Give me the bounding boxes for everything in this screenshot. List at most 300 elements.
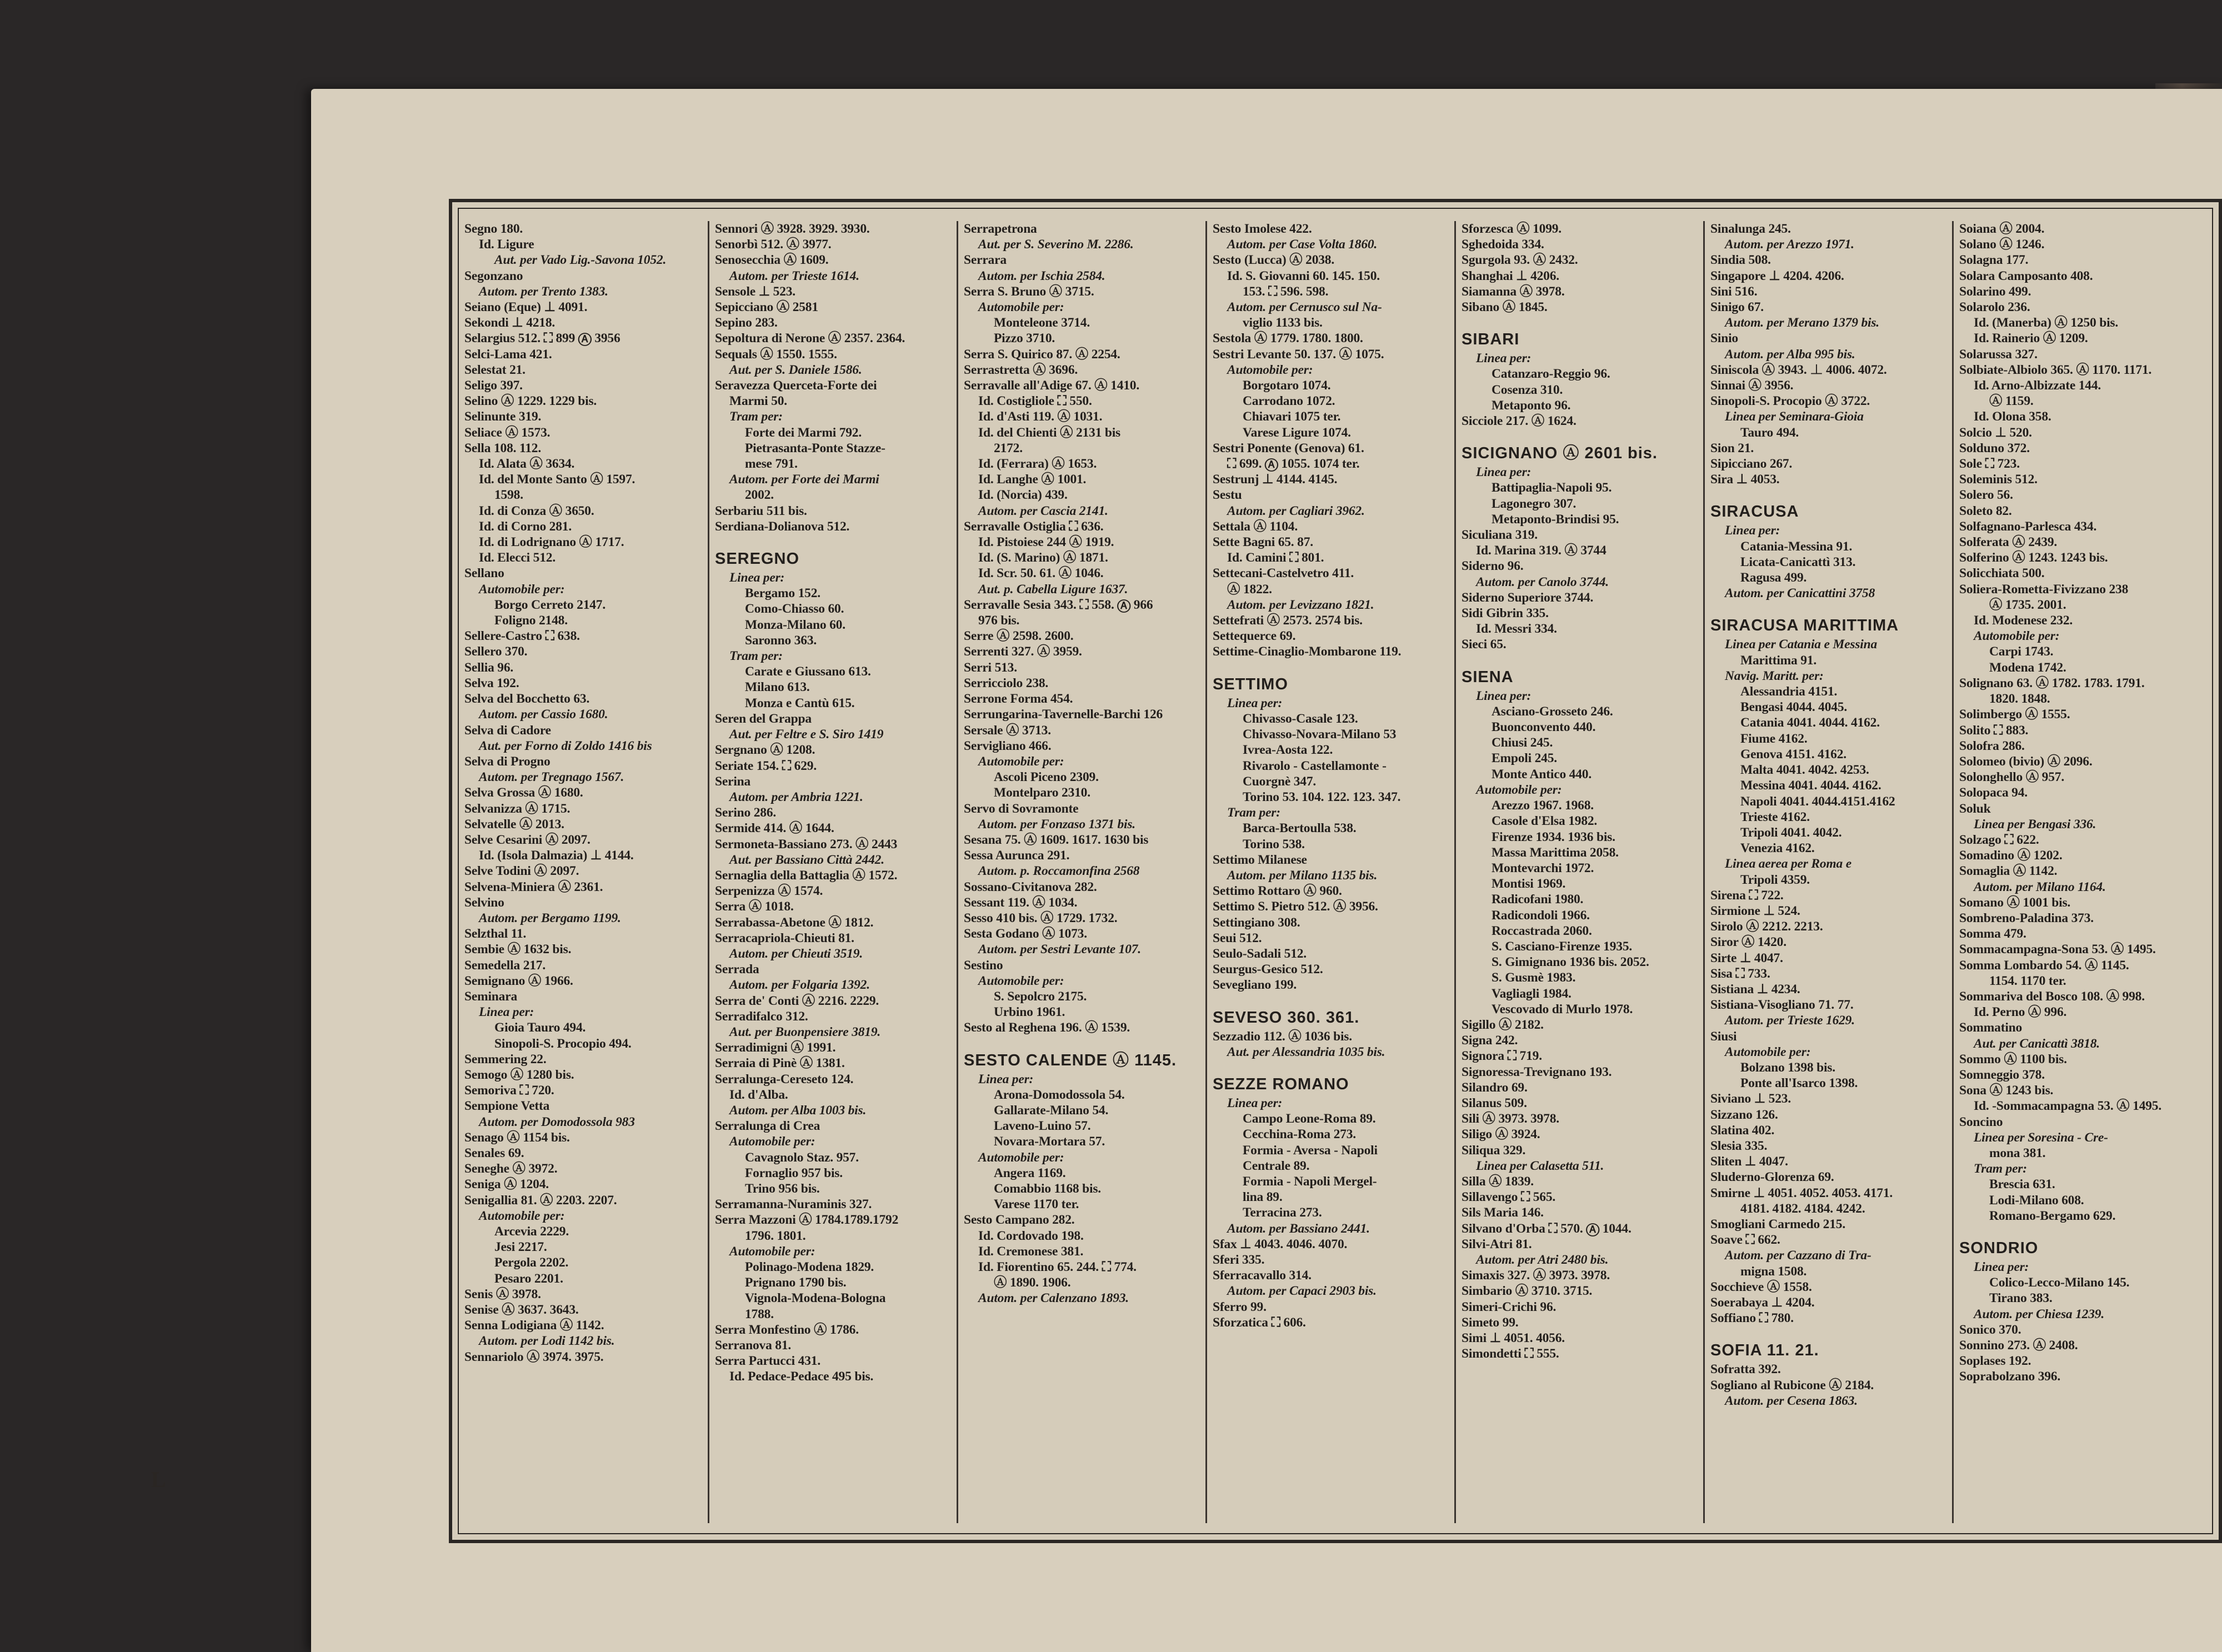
index-entry: Aut. per Forno di Zoldo 1416 bis	[479, 738, 652, 753]
index-entry: Serrungarina-Tavernelle-Barchi 126	[964, 707, 1163, 722]
index-entry: Serra Ⓐ 1018.	[715, 899, 794, 914]
index-entry: Soleminis 512.	[1959, 472, 2038, 487]
index-entry: Autom. per Trento 1383.	[479, 284, 608, 299]
index-entry: Serraia di Pinè Ⓐ 1381.	[715, 1056, 845, 1071]
index-entry: mese 791.	[745, 457, 798, 472]
index-entry: Selvatelle Ⓐ 2013.	[464, 817, 564, 832]
index-entry: Simeri-Crichi 96.	[1462, 1299, 1557, 1314]
index-entry: Sinnai Ⓐ 3956.	[1710, 378, 1794, 393]
index-entry: Singapore ⊥ 4204. 4206.	[1710, 268, 1844, 283]
index-entry: Modena 1742.	[1989, 660, 2066, 675]
index-entry: Barca-Bertoulla 538.	[1243, 821, 1357, 836]
index-entry: Tripoli 4041. 4042.	[1740, 825, 1842, 840]
index-entry: Somma 479.	[1959, 927, 2026, 942]
index-entry: Sindia 508.	[1710, 253, 1771, 268]
index-entry: Serra S. Bruno Ⓐ 3715.	[964, 284, 1094, 299]
index-entry: Autom. per Cagliari 3962.	[1227, 503, 1365, 518]
index-entry: Segno 180.	[464, 222, 523, 236]
index-entry: Solbiate-Albiolo 365. Ⓐ 1170. 1171.	[1959, 362, 2152, 377]
index-entry: Pietrasanta-Ponte Stazze-	[745, 440, 885, 455]
index-entry: Novara-Mortara 57.	[994, 1134, 1105, 1149]
index-entry: Id. Cordovado 198.	[978, 1228, 1084, 1243]
index-entry: Selvino	[464, 895, 504, 910]
index-entry: Autom. per Cernusco sul Na-	[1227, 300, 1382, 315]
index-entry: Selve Todini Ⓐ 2097.	[464, 864, 579, 879]
index-entry: Selve Cesarini Ⓐ 2097.	[464, 832, 590, 847]
index-entry: Linea per:	[1725, 523, 1780, 538]
index-entry: Shanghai ⊥ 4206.	[1462, 268, 1559, 283]
index-entry: Fiume 4162.	[1740, 731, 1808, 746]
index-entry: Silanus 509.	[1462, 1095, 1527, 1110]
index-entry: Ascoli Piceno 2309.	[994, 770, 1099, 785]
index-entry: Id. S. Giovanni 60. 145. 150.	[1227, 268, 1380, 283]
index-entry: Casole d'Elsa 1982.	[1492, 814, 1598, 829]
index-entry: Sisa ⛶ 733.	[1710, 966, 1770, 981]
index-entry: Autom. per Cascia 2141.	[978, 503, 1108, 518]
index-entry: 2002.	[745, 488, 774, 503]
index-entry: Sils Maria 146.	[1462, 1205, 1544, 1220]
index-entry: Id. Marina 319. Ⓐ 3744	[1476, 543, 1607, 558]
index-entry: Automobile per:	[978, 1150, 1064, 1165]
index-column-1	[459, 221, 708, 1523]
index-entry: Id. -Sommacampagna 53. Ⓐ 1495.	[1974, 1099, 2162, 1114]
index-entry: Id. Arno-Albizzate 144.	[1974, 378, 2101, 393]
index-entry: Sinigo 67.	[1710, 300, 1764, 315]
index-entry: Navig. Maritt. per:	[1725, 668, 1824, 683]
index-entry: Sidi Gibrin 335.	[1462, 606, 1549, 621]
index-entry: Firenze 1934. 1936 bis.	[1492, 829, 1615, 844]
index-entry: Somaglia Ⓐ 1142.	[1959, 864, 2058, 879]
index-entry: Serradifalco 312.	[715, 1009, 808, 1024]
index-entry: Id. (Isola Dalmazia) ⊥ 4144.	[479, 848, 634, 863]
index-entry: Selva del Bocchetto 63.	[464, 692, 590, 707]
index-entry: Sferracavallo 314.	[1213, 1268, 1312, 1283]
index-entry: Semedella 217.	[464, 958, 546, 973]
index-entry: Sion 21.	[1710, 440, 1754, 455]
index-entry: Automobile per:	[479, 1208, 565, 1223]
index-entry: Chivasso-Novara-Milano 53	[1243, 727, 1397, 742]
index-entry: Autom. per Case Volta 1860.	[1227, 237, 1378, 252]
index-entry: Senigallia 81. Ⓐ 2203. 2207.	[464, 1193, 617, 1208]
index-entry: Solcio ⊥ 520.	[1959, 425, 2032, 440]
index-entry: Autom. per Arezzo 1971.	[1725, 237, 1854, 252]
index-entry: Slatina 402.	[1710, 1123, 1775, 1138]
index-entry: Serradimigni Ⓐ 1991.	[715, 1040, 836, 1055]
index-entry: Siliqua 329.	[1462, 1143, 1526, 1158]
index-entry: Siniscola Ⓐ 3943. ⊥ 4006. 4072.	[1710, 362, 1887, 377]
index-entry: Sferro 99.	[1213, 1299, 1267, 1314]
index-entry: Cuorgnè 347.	[1243, 774, 1317, 789]
index-entry: Selino Ⓐ 1229. 1229 bis.	[464, 394, 597, 409]
index-entry: Sluderno-Glorenza 69.	[1710, 1170, 1834, 1185]
index-entry: Selvena-Miniera Ⓐ 2361.	[464, 879, 603, 894]
index-section-heading: SONDRIO	[1959, 1239, 2039, 1257]
index-entry: Tram per:	[1974, 1162, 2027, 1177]
index-entry: Soleto 82.	[1959, 503, 2012, 518]
index-entry: Siamanna Ⓐ 3978.	[1462, 284, 1565, 299]
index-entry: Sini 516.	[1710, 284, 1758, 299]
index-entry: Solopaca 94.	[1959, 785, 2028, 800]
index-entry: Aut. per Bassiano Città 2442.	[729, 852, 884, 867]
index-entry: Campo Leone-Roma 89.	[1243, 1112, 1376, 1127]
index-entry: Sgurgola 93. Ⓐ 2432.	[1462, 253, 1578, 268]
index-section-heading: SIRACUSA MARITTIMA	[1710, 617, 1899, 635]
index-entry: Id. Pistoiese 244 Ⓐ 1919.	[978, 535, 1114, 550]
index-entry: Tram per:	[1227, 805, 1280, 820]
index-entry: Serricciolo 238.	[964, 675, 1049, 690]
index-entry: Serpenizza Ⓐ 1574.	[715, 884, 823, 899]
index-entry: Sesto al Reghena 196. Ⓐ 1539.	[964, 1020, 1130, 1035]
index-entry: Chivasso-Casale 123.	[1243, 711, 1358, 726]
index-entry: Solomeo (bivio) Ⓐ 2096.	[1959, 754, 2093, 769]
index-entry: Marmi 50.	[729, 394, 787, 409]
index-entry: Monza-Milano 60.	[745, 617, 845, 632]
index-entry: Solonghello Ⓐ 957.	[1959, 770, 2065, 785]
index-entry: Id. (Manerba) Ⓐ 1250 bis.	[1974, 316, 2119, 331]
index-entry: Sirolo Ⓐ 2212. 2213.	[1710, 919, 1823, 934]
index-entry: S. Sepolcro 2175.	[994, 989, 1087, 1004]
index-entry: Senago Ⓐ 1154 bis.	[464, 1130, 570, 1145]
index-entry: Sellano	[464, 566, 504, 581]
index-entry: Selargius 512. ⛶ 899 Ⓐ 3956	[464, 331, 620, 346]
index-entry: Borgo Cerreto 2147.	[494, 597, 606, 612]
index-entry: Smirne ⊥ 4051. 4052. 4053. 4171.	[1710, 1185, 1893, 1200]
index-entry: Autom. per Calenzano 1893.	[978, 1291, 1129, 1306]
index-entry: Id. del Monte Santo Ⓐ 1597.	[479, 472, 635, 487]
index-entry: Sesto Imolese 422.	[1213, 222, 1312, 236]
index-entry: Massa Marittima 2058.	[1492, 845, 1619, 860]
index-entry: Semignano Ⓐ 1966.	[464, 973, 573, 988]
index-section-heading: SEVESO 360. 361.	[1213, 1008, 1360, 1027]
index-entry: Terracina 273.	[1243, 1205, 1322, 1220]
index-entry: Settimo S. Pietro 512. Ⓐ 3956.	[1213, 899, 1378, 914]
index-entry: Id. Camini ⛶ 801.	[1227, 550, 1324, 565]
index-entry: Carpi 1743.	[1989, 644, 2054, 659]
index-section-heading: SEREGNO	[715, 550, 800, 568]
index-entry: Serre Ⓐ 2598. 2600.	[964, 629, 1074, 644]
index-entry: Romano-Bergamo 629.	[1989, 1208, 2116, 1223]
index-entry: Automobile per:	[1476, 782, 1562, 797]
index-entry: Serra Partucci 431.	[715, 1354, 821, 1369]
index-entry: Borgotaro 1074.	[1243, 378, 1331, 393]
index-entry: Sersale Ⓐ 3713.	[964, 723, 1051, 738]
index-entry: Servo di Sovramonte	[964, 801, 1079, 816]
index-entry: Arcevia 2229.	[494, 1224, 569, 1239]
index-entry: Aut. per Buonpensiere 3819.	[729, 1024, 881, 1039]
index-section-heading: SICIGNANO Ⓐ 2601 bis.	[1462, 444, 1658, 463]
index-entry: Vignola-Modena-Bologna	[745, 1291, 886, 1306]
index-entry: Id. Olona 358.	[1974, 409, 2051, 424]
index-entry: Sirmione ⊥ 524.	[1710, 903, 1800, 918]
index-entry: Metaponto-Brindisi 95.	[1492, 512, 1619, 527]
index-entry: Roccastrada 2060.	[1492, 923, 1592, 938]
index-entry: Messina 4041. 4044. 4162.	[1740, 778, 1881, 793]
index-entry: Arona-Domodossola 54.	[994, 1087, 1125, 1102]
index-entry: Linea per:	[1227, 1095, 1283, 1110]
index-entry: mona 381.	[1989, 1145, 2046, 1160]
index-entry: Sellia 96.	[464, 660, 514, 675]
index-entry: Siderno Superiore 3744.	[1462, 590, 1594, 605]
index-entry: Sinio	[1710, 331, 1738, 346]
index-entry: Sonnino 273. Ⓐ 2408.	[1959, 1338, 2078, 1353]
index-entry: Solofra 286.	[1959, 738, 2025, 753]
index-entry: Id. Cremonese 381.	[978, 1244, 1084, 1259]
index-entry: Autom. per Forte dei Marmi	[729, 472, 879, 487]
index-entry: Silandro 69.	[1462, 1080, 1528, 1095]
index-entry: Tauro 494.	[1740, 425, 1799, 440]
index-entry: Varese 1170 ter.	[994, 1197, 1079, 1212]
index-entry: Monte Antico 440.	[1492, 767, 1592, 782]
index-entry: Autom. per Chieuti 3519.	[729, 946, 863, 961]
index-entry: Sira ⊥ 4053.	[1710, 472, 1780, 487]
index-entry: Metaponto 96.	[1492, 398, 1571, 413]
index-entry: 4181. 4182. 4184. 4242.	[1740, 1201, 1865, 1216]
index-entry: Sernaglia della Battaglia Ⓐ 1572.	[715, 868, 898, 883]
index-entry: Formia - Napoli Mergel-	[1243, 1174, 1377, 1189]
index-entry: Rivarolo - Castellamonte -	[1243, 758, 1387, 773]
index-entry: Autom. per Fonzaso 1371 bis.	[978, 817, 1135, 832]
index-entry: Sestrunj ⊥ 4144. 4145.	[1213, 472, 1338, 487]
index-entry: Angera 1169.	[994, 1165, 1066, 1180]
index-entry: Sforzesca Ⓐ 1099.	[1462, 222, 1562, 236]
index-entry: Carrodano 1072.	[1243, 394, 1335, 409]
index-entry: Automobile per:	[479, 582, 565, 597]
index-entry: Solarino 499.	[1959, 284, 2031, 299]
index-entry: Automobile per:	[729, 1244, 815, 1259]
index-entry: viglio 1133 bis.	[1243, 316, 1323, 331]
index-entry: Monteleone 3714.	[994, 316, 1090, 331]
index-entry: Autom. p. Roccamonfina 2568	[978, 864, 1140, 879]
index-entry: Sossano-Civitanova 282.	[964, 879, 1097, 894]
index-entry: Id. Costigliole ⛶ 550.	[978, 394, 1092, 409]
index-entry: Laveno-Luino 57.	[994, 1119, 1091, 1134]
index-entry: Settefrati Ⓐ 2573. 2574 bis.	[1213, 613, 1363, 628]
index-entry: Sliten ⊥ 4047.	[1710, 1154, 1788, 1169]
index-entry: Sogliano al Rubicone Ⓐ 2184.	[1710, 1378, 1874, 1393]
index-entry: S. Gusmè 1983.	[1492, 970, 1576, 985]
index-entry: Senorbì 512. Ⓐ 3977.	[715, 237, 832, 252]
page-footer-letter: L	[151, 1467, 166, 1492]
index-entry: Id. Perno Ⓐ 996.	[1974, 1005, 2067, 1020]
index-column-7	[1952, 221, 2201, 1523]
index-entry: Autom. per Domodossola 983	[479, 1114, 635, 1129]
index-entry: Seulo-Sadali 512.	[1213, 946, 1307, 961]
index-entry: Silvi-Atri 81.	[1462, 1237, 1532, 1251]
index-entry: Autom. per Lodi 1142 bis.	[479, 1334, 615, 1349]
index-entry: Saronno 363.	[745, 633, 817, 648]
index-entry: Id. Fiorentino 65. 244. ⛶ 774.	[978, 1260, 1137, 1274]
index-entry: Formia - Aversa - Napoli	[1243, 1143, 1378, 1158]
index-entry: Sezzadio 112. Ⓐ 1036 bis.	[1213, 1029, 1352, 1044]
index-entry: Solero 56.	[1959, 488, 2013, 503]
index-entry: Ⓐ 1159.	[1989, 394, 2034, 409]
index-entry: Lagonegro 307.	[1492, 496, 1577, 511]
index-entry: Automobile per:	[729, 1134, 815, 1149]
index-entry: Serrastretta Ⓐ 3696.	[964, 362, 1078, 377]
index-entry: Autom. per Cazzano di Tra-	[1725, 1248, 1871, 1263]
index-entry: Sforzatica ⛶ 606.	[1213, 1315, 1306, 1330]
index-entry: Chiusi 245.	[1492, 735, 1553, 750]
index-entry: Sommo Ⓐ 1100 bis.	[1959, 1052, 2067, 1067]
index-entry: Sommariva del Bosco 108. Ⓐ 998.	[1959, 989, 2145, 1004]
index-entry: Settimo Milanese	[1213, 852, 1307, 867]
index-entry: Radicofani 1980.	[1492, 892, 1584, 907]
index-section-heading: SEZZE ROMANO	[1213, 1075, 1349, 1093]
index-entry: Autom. per Canolo 3744.	[1476, 574, 1609, 589]
index-entry: Sessant 119. Ⓐ 1034.	[964, 895, 1078, 910]
index-entry: Sennariolo Ⓐ 3974. 3975.	[464, 1349, 604, 1364]
index-entry: Settecani-Castelvetro 411.	[1213, 566, 1354, 581]
index-entry: Id. di Corno 281.	[479, 519, 572, 534]
index-entry: Autom. per Chiesa 1239.	[1974, 1306, 2105, 1321]
index-entry: Solagna 177.	[1959, 253, 2029, 268]
index-entry: 976 bis.	[978, 613, 1020, 628]
index-entry: Varese Ligure 1074.	[1243, 425, 1351, 440]
index-entry: Simaxis 327. Ⓐ 3973. 3978.	[1462, 1268, 1610, 1283]
index-entry: Seneghe Ⓐ 3972.	[464, 1162, 558, 1177]
index-entry: ⛶ 699. Ⓐ 1055. 1074 ter.	[1227, 457, 1360, 472]
index-entry: Selva di Cadore	[464, 723, 551, 738]
index-entry: Slesia 335.	[1710, 1138, 1768, 1153]
index-entry: Vagliagli 1984.	[1492, 986, 1572, 1001]
index-entry: Sepino 283.	[715, 316, 778, 331]
index-entry: 1788.	[745, 1306, 774, 1321]
index-frame-inner	[458, 208, 2213, 1534]
index-entry: Sepicciano Ⓐ 2581	[715, 300, 818, 315]
index-entry: Automobile per:	[978, 754, 1064, 769]
index-entry: Solferino Ⓐ 1243. 1243 bis.	[1959, 550, 2108, 565]
index-entry: Solimbergo Ⓐ 1555.	[1959, 707, 2070, 722]
index-section-heading: SIENA	[1462, 668, 1514, 686]
index-entry: Sigillo Ⓐ 2182.	[1462, 1017, 1544, 1032]
index-section-heading: SESTO CALENDE Ⓐ 1145.	[964, 1051, 1177, 1069]
index-entry: Urbino 1961.	[994, 1005, 1065, 1020]
index-entry: Serranova 81.	[715, 1338, 792, 1353]
index-entry: Autom. per Cesena 1863.	[1725, 1393, 1858, 1408]
index-entry: Id. (Norcia) 439.	[978, 488, 1068, 503]
index-entry: Linea per Seminara-Gioia	[1725, 409, 1864, 424]
index-entry: Id. d'Asti 119. Ⓐ 1031.	[978, 409, 1103, 424]
index-entry: Seui 512.	[1213, 930, 1262, 945]
index-entry: Settequerce 69.	[1213, 629, 1296, 644]
index-entry: Linea per Soresina - Cre-	[1974, 1130, 2108, 1145]
index-entry: Como-Chiasso 60.	[745, 602, 844, 617]
index-entry: Automobile per:	[1227, 362, 1313, 377]
index-entry: Selinunte 319.	[464, 409, 542, 424]
index-entry: Serbariu 511 bis.	[715, 503, 807, 518]
index-entry: Solignano 63. Ⓐ 1782. 1783. 1791.	[1959, 675, 2145, 690]
index-column-6	[1703, 221, 1952, 1523]
index-section-heading: SOFIA 11. 21.	[1710, 1341, 1819, 1360]
index-entry: Serravalle Ostiglia ⛶ 636.	[964, 519, 1104, 534]
index-entry: 1820. 1848.	[1989, 692, 2050, 707]
index-section-heading: SIBARI	[1462, 331, 1520, 349]
index-entry: Senise Ⓐ 3637. 3643.	[464, 1303, 579, 1318]
index-entry: Seiano (Eque) ⊥ 4091.	[464, 300, 588, 315]
index-entry: Autom. per Capaci 2903 bis.	[1227, 1284, 1377, 1299]
index-entry: Serrenti 327. Ⓐ 3959.	[964, 644, 1082, 659]
index-entry: Cosenza 310.	[1492, 382, 1563, 397]
index-entry: Solfagnano-Parlesca 434.	[1959, 519, 2097, 534]
index-entry: Sempione Vetta	[464, 1099, 550, 1114]
index-entry: Id. Ligure	[479, 237, 534, 252]
index-entry: Sinopoli-S. Procopio 494.	[494, 1036, 632, 1051]
index-entry: Simbario Ⓐ 3710. 3715.	[1462, 1284, 1593, 1299]
index-entry: Pizzo 3710.	[994, 331, 1055, 346]
index-entry: Catanzaro-Reggio 96.	[1492, 367, 1610, 382]
index-entry: Seurgus-Gesico 512.	[1213, 962, 1323, 977]
index-entry: Solferata Ⓐ 2439.	[1959, 535, 2058, 550]
index-entry: Serralunga di Crea	[715, 1119, 820, 1134]
index-entry: Linea per:	[729, 570, 785, 585]
index-entry: Ivrea-Aosta 122.	[1243, 743, 1333, 758]
index-entry: Genova 4151. 4162.	[1740, 747, 1846, 762]
index-entry: Signora ⛶ 719.	[1462, 1049, 1542, 1064]
index-entry: Id. (S. Marino) Ⓐ 1871.	[978, 550, 1108, 565]
index-entry: Autom. per Canicattini 3758	[1725, 586, 1875, 601]
index-entry: Montelparo 2310.	[994, 785, 1090, 800]
index-entry: Solzago ⛶ 622.	[1959, 832, 2039, 847]
index-entry: Sommacampagna-Sona 53. Ⓐ 1495.	[1959, 942, 2156, 957]
index-entry: Sistiana ⊥ 4234.	[1710, 982, 1800, 997]
index-entry: Serri 513.	[964, 660, 1017, 675]
index-entry: Settimo Rottaro Ⓐ 960.	[1213, 884, 1342, 899]
index-entry: Autom. per Ischia 2584.	[978, 268, 1105, 283]
index-entry: Cavagnolo Staz. 957.	[745, 1150, 859, 1165]
index-entry: Centrale 89.	[1243, 1158, 1310, 1173]
index-entry: Autom. per Milano 1164.	[1974, 879, 2106, 894]
book-page	[311, 89, 2222, 1652]
index-entry: Ⓐ 1735. 2001.	[1989, 597, 2066, 612]
index-entry: Serra de' Conti Ⓐ 2216. 2229.	[715, 993, 879, 1008]
index-entry: Soerabaya ⊥ 4204.	[1710, 1295, 1815, 1310]
index-entry: Siligo Ⓐ 3924.	[1462, 1127, 1540, 1142]
index-entry: Buonconvento 440.	[1492, 720, 1596, 735]
index-entry: S. Gimignano 1936 bis. 2052.	[1492, 955, 1649, 970]
index-entry: Solano Ⓐ 1246.	[1959, 237, 2045, 252]
index-column-3	[957, 221, 1205, 1523]
index-entry: Solarussa 327.	[1959, 347, 2038, 362]
index-entry: Brescia 631.	[1989, 1177, 2055, 1192]
index-entry: Id. di Conza Ⓐ 3650.	[479, 503, 594, 518]
index-entry: Torino 538.	[1243, 837, 1305, 852]
index-entry: Soprabolzano 396.	[1959, 1369, 2061, 1384]
index-entry: Silvano d'Orba ⛶ 570. Ⓐ 1044.	[1462, 1221, 1632, 1236]
index-entry: Id. Messri 334.	[1476, 622, 1557, 637]
index-entry: Gallarate-Milano 54.	[994, 1103, 1109, 1118]
index-entry: Aut. per Feltre e S. Siro 1419	[729, 727, 884, 742]
index-entry: Serracapriola-Chieuti 81.	[715, 930, 854, 945]
index-entry: Soplases 192.	[1959, 1354, 2031, 1369]
index-entry: Sibano Ⓐ 1845.	[1462, 300, 1548, 315]
index-entry: Marittima 91.	[1740, 653, 1817, 668]
index-entry: Soliera-Rometta-Fivizzano 238	[1959, 582, 2129, 597]
index-entry: Automobile per:	[1725, 1044, 1811, 1059]
index-entry: Milano 613.	[745, 680, 810, 695]
index-entry: Sieci 65.	[1462, 637, 1507, 652]
index-entry: Settingiano 308.	[1213, 915, 1300, 930]
index-entry: Empoli 245.	[1492, 751, 1557, 766]
index-entry: Id. Alata Ⓐ 3634.	[479, 457, 575, 472]
index-entry: Autom. per Ambria 1221.	[729, 789, 863, 804]
index-entry: Semmering 22.	[464, 1052, 547, 1067]
index-entry: Id. Langhe Ⓐ 1001.	[978, 472, 1087, 487]
index-entry: Lodi-Milano 608.	[1989, 1193, 2084, 1208]
index-entry: Ⓐ 1822.	[1227, 582, 1272, 597]
index-entry: Seriate 154. ⛶ 629.	[715, 758, 817, 773]
index-entry: Sennori Ⓐ 3928. 3929. 3930.	[715, 222, 870, 236]
index-entry: Autom. per Merano 1379 bis.	[1725, 316, 1879, 331]
